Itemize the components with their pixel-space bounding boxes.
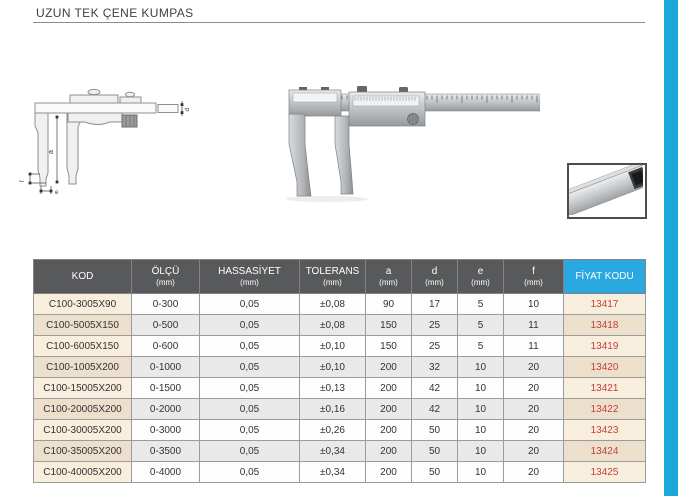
d-cell: 50 <box>412 441 458 462</box>
hassasiyet-cell: 0,05 <box>200 315 300 336</box>
d-cell: 25 <box>412 336 458 357</box>
e-cell: 5 <box>458 315 504 336</box>
fiyat-kodu-cell: 13421 <box>564 378 646 399</box>
column-header-e: e (mm) <box>458 260 504 294</box>
e-cell: 10 <box>458 420 504 441</box>
a-cell: 90 <box>366 294 412 315</box>
f-cell: 20 <box>504 462 564 483</box>
column-header-a: a (mm) <box>366 260 412 294</box>
d-cell: 50 <box>412 420 458 441</box>
table-row <box>34 294 646 315</box>
f-cell: 20 <box>504 441 564 462</box>
column-header-tolerans: TOLERANS (mm) <box>300 260 366 294</box>
a-cell: 150 <box>366 336 412 357</box>
hassasiyet-cell: 0,05 <box>200 294 300 315</box>
tolerans-cell: ±0,08 <box>300 315 366 336</box>
kod-cell: C100-5005X150 <box>34 315 132 336</box>
tolerans-cell: ±0,10 <box>300 357 366 378</box>
caliper-product-photo <box>287 86 540 204</box>
e-cell: 5 <box>458 336 504 357</box>
a-cell: 200 <box>366 462 412 483</box>
table-row <box>34 462 646 483</box>
title-divider <box>33 22 645 23</box>
f-cell: 20 <box>504 420 564 441</box>
olcu-cell: 0-300 <box>132 294 200 315</box>
hassasiyet-cell: 0,05 <box>200 420 300 441</box>
table-row <box>34 441 646 462</box>
e-cell: 5 <box>458 294 504 315</box>
kod-cell: C100-15005X200 <box>34 378 132 399</box>
olcu-cell: 0-1000 <box>132 357 200 378</box>
dim-label-f: f <box>20 180 26 182</box>
kod-cell: C100-3005X90 <box>34 294 132 315</box>
column-header-kod: KOD <box>34 260 132 294</box>
a-cell: 200 <box>366 441 412 462</box>
olcu-cell: 0-500 <box>132 315 200 336</box>
fiyat-kodu-cell: 13424 <box>564 441 646 462</box>
table-row <box>34 420 646 441</box>
page-title: UZUN TEK ÇENE KUMPAS <box>36 6 194 20</box>
a-cell: 200 <box>366 420 412 441</box>
olcu-cell: 0-600 <box>132 336 200 357</box>
kod-cell: C100-30005X200 <box>34 420 132 441</box>
column-header-fiyat-kodu: FİYAT KODU <box>564 260 646 294</box>
tolerans-cell: ±0,10 <box>300 336 366 357</box>
f-cell: 20 <box>504 378 564 399</box>
table-row <box>34 336 646 357</box>
olcu-cell: 0-1500 <box>132 378 200 399</box>
column-header-d: d (mm) <box>412 260 458 294</box>
f-cell: 11 <box>504 315 564 336</box>
olcu-cell: 0-3500 <box>132 441 200 462</box>
beam-cross-section-image <box>567 163 647 219</box>
tolerans-cell: ±0,08 <box>300 294 366 315</box>
table-row <box>34 315 646 336</box>
tolerans-cell: ±0,16 <box>300 399 366 420</box>
a-cell: 150 <box>366 315 412 336</box>
hassasiyet-cell: 0,05 <box>200 441 300 462</box>
fiyat-kodu-cell: 13419 <box>564 336 646 357</box>
e-cell: 10 <box>458 378 504 399</box>
column-header-hassasiyet: HASSASİYET (mm) <box>200 260 300 294</box>
f-cell: 10 <box>504 294 564 315</box>
hassasiyet-cell: 0,05 <box>200 378 300 399</box>
fiyat-kodu-cell: 13422 <box>564 399 646 420</box>
hassasiyet-cell: 0,05 <box>200 462 300 483</box>
hassasiyet-cell: 0,05 <box>200 399 300 420</box>
table-row <box>34 399 646 420</box>
d-cell: 17 <box>412 294 458 315</box>
table-row <box>34 357 646 378</box>
kod-cell: C100-35005X200 <box>34 441 132 462</box>
d-cell: 42 <box>412 399 458 420</box>
e-cell: 10 <box>458 462 504 483</box>
olcu-cell: 0-2000 <box>132 399 200 420</box>
column-header-olcu: ÖLÇÜ (mm) <box>132 260 200 294</box>
hassasiyet-cell: 0,05 <box>200 357 300 378</box>
f-cell: 20 <box>504 399 564 420</box>
e-cell: 10 <box>458 357 504 378</box>
tolerans-cell: ±0,34 <box>300 441 366 462</box>
kod-cell: C100-20005X200 <box>34 399 132 420</box>
vernier-scale <box>355 97 415 101</box>
spec-table-body <box>34 294 646 483</box>
d-cell: 42 <box>412 378 458 399</box>
spec-table <box>33 259 646 483</box>
a-cell: 200 <box>366 357 412 378</box>
dim-label-a: a <box>48 150 55 154</box>
a-cell: 200 <box>366 378 412 399</box>
d-cell: 25 <box>412 315 458 336</box>
f-cell: 20 <box>504 357 564 378</box>
fiyat-kodu-cell: 13423 <box>564 420 646 441</box>
tolerans-cell: ±0,34 <box>300 462 366 483</box>
kod-cell: C100-1005X200 <box>34 357 132 378</box>
dim-label-e: e <box>55 190 59 196</box>
dim-label-d: d <box>184 107 191 112</box>
kod-cell: C100-6005X150 <box>34 336 132 357</box>
fiyat-kodu-cell: 13417 <box>564 294 646 315</box>
tolerans-cell: ±0,26 <box>300 420 366 441</box>
f-cell: 11 <box>504 336 564 357</box>
tolerans-cell: ±0,13 <box>300 378 366 399</box>
e-cell: 10 <box>458 441 504 462</box>
a-cell: 200 <box>366 399 412 420</box>
spec-table-header-row <box>34 260 646 294</box>
caliper-technical-drawing <box>10 70 210 210</box>
fiyat-kodu-cell: 13420 <box>564 357 646 378</box>
olcu-cell: 0-3000 <box>132 420 200 441</box>
kod-cell: C100-40005X200 <box>34 462 132 483</box>
d-cell: 50 <box>412 462 458 483</box>
d-cell: 32 <box>412 357 458 378</box>
e-cell: 10 <box>458 399 504 420</box>
column-header-f: f (mm) <box>504 260 564 294</box>
fiyat-kodu-cell: 13418 <box>564 315 646 336</box>
right-accent-bar <box>664 0 678 496</box>
olcu-cell: 0-4000 <box>132 462 200 483</box>
fiyat-kodu-cell: 13425 <box>564 462 646 483</box>
hassasiyet-cell: 0,05 <box>200 336 300 357</box>
table-row <box>34 378 646 399</box>
